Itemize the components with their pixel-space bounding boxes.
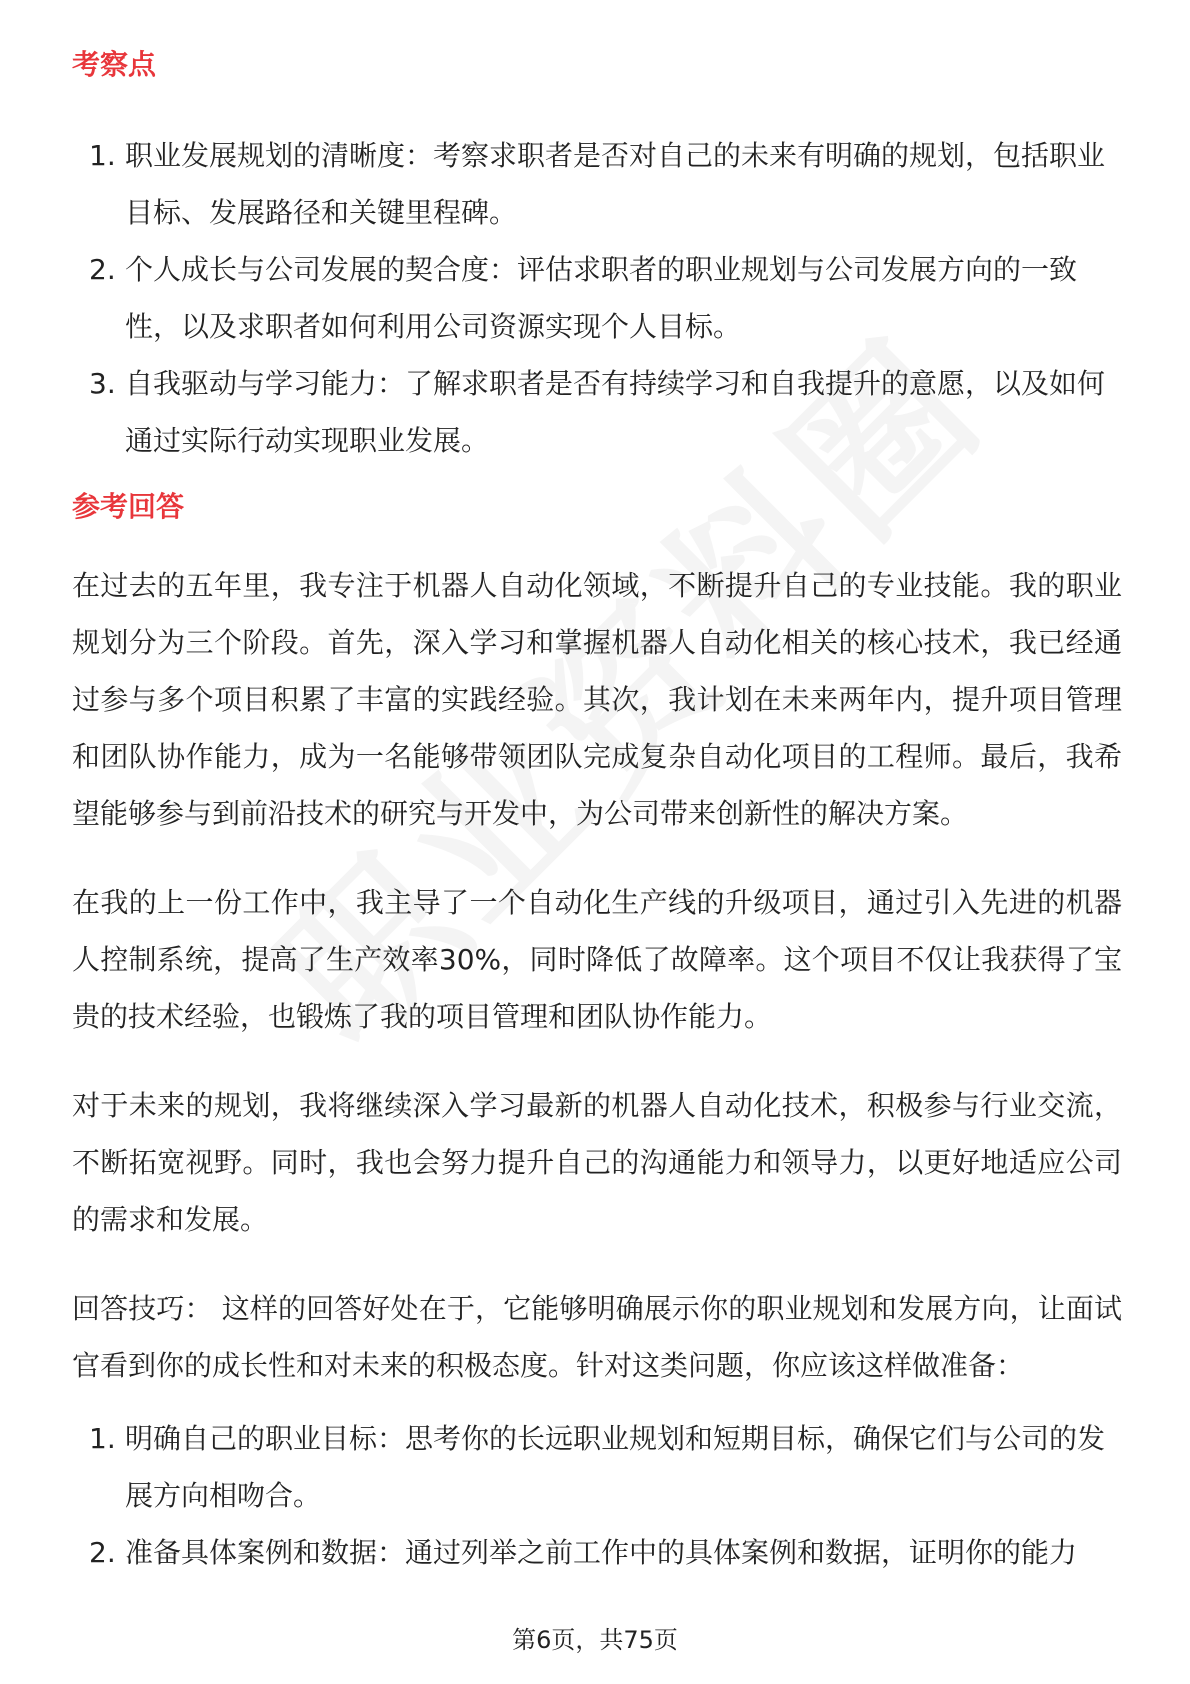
list-number: 1. (89, 1422, 116, 1455)
list-item (72, 1524, 1122, 1581)
list-item-text: 自我驱动与学习能力：了解求职者是否有持续学习和自我提升的意愿，以及如何通过实际行动实现职业发展。 (125, 367, 1106, 457)
answer-paragraph: 在我的上一份工作中，我主导了一个自动化生产线的升级项目，通过引入先进的机器人控制系统，提高了生产效率30%，同时降低了故障率。这个项目不仅让我获得了宝贵的技术经验，也锻炼了我的项目管理和团队协作能力。 (72, 886, 1122, 1033)
section-heading-reference-answer: 参考回答 (72, 490, 185, 523)
document-body (72, 45, 1122, 1581)
section-heading-exam-points: 考察点 (72, 48, 157, 81)
list-item (72, 1410, 1122, 1524)
list-item (72, 355, 1122, 469)
list-number: 1. (89, 139, 116, 172)
exam-points-list (72, 127, 1122, 469)
answer-paragraph: 对于未来的规划，我将继续深入学习最新的机器人自动化技术，积极参与行业交流，不断拓宽视野。同时，我也会努力提升自己的沟通能力和领导力，以更好地适应公司的需求和发展。 (72, 1089, 1122, 1236)
list-item (72, 241, 1122, 355)
list-number: 3. (89, 367, 116, 400)
list-item-text: 明确自己的职业目标：思考你的长远职业规划和短期目标，确保它们与公司的发展方向相吻合。 (125, 1422, 1106, 1512)
list-number: 2. (89, 1536, 116, 1569)
list-item-text: 准备具体案例和数据：通过列举之前工作中的具体案例和数据，证明你的能力 (125, 1536, 1078, 1569)
tips-list (72, 1410, 1122, 1581)
list-number: 2. (89, 253, 116, 286)
list-item-text: 个人成长与公司发展的契合度：评估求职者的职业规划与公司发展方向的一致性，以及求职者如何利用公司资源实现个人目标。 (125, 253, 1078, 343)
page-number-footer: 第6页，共75页 (512, 1626, 678, 1654)
list-item-text: 职业发展规划的清晰度：考察求职者是否对自己的未来有明确的规划，包括职业目标、发展路径和关键里程碑。 (125, 139, 1106, 229)
answer-paragraph: 在过去的五年里，我专注于机器人自动化领域，不断提升自己的专业技能。我的职业规划分为三个阶段。首先，深入学习和掌握机器人自动化相关的核心技术，我已经通过参与多个项目积累了丰富的实践经验。其次，我计划在未来两年内，提升项目管理和团队协作能力，成为一名能够带领团队完成复杂自动化项目的工程师。最后，我希望能够参与到前沿技术的研究与开发中，为公司带来创新性的解决方案。 (72, 569, 1122, 830)
answer-tips-paragraph: 回答技巧： 这样的回答好处在于，它能够明确展示你的职业规划和发展方向，让面试官看到你的成长性和对未来的积极态度。针对这类问题，你应该这样做准备： (72, 1292, 1122, 1382)
list-item (72, 127, 1122, 241)
